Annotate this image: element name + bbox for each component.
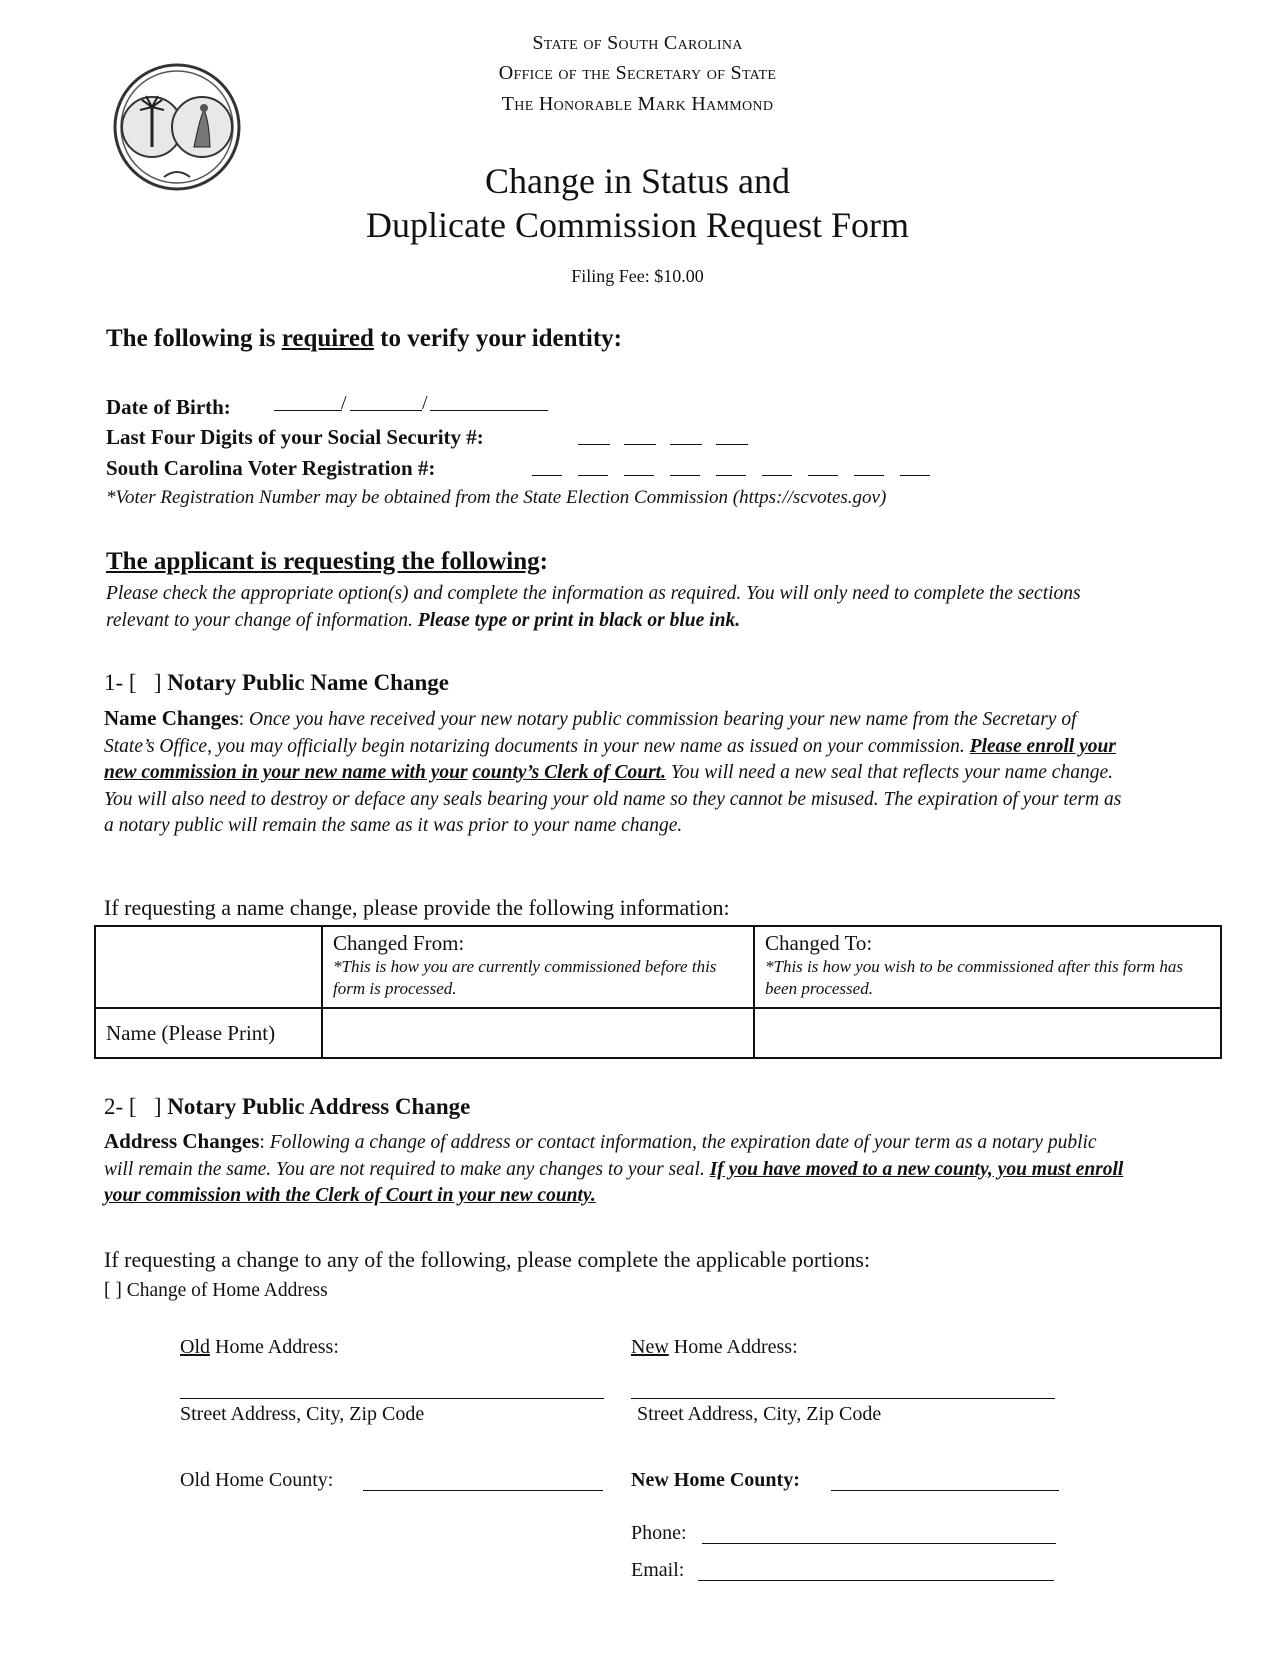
phone-label: Phone: [631, 1522, 687, 1544]
header-office: Office of the Secretary of State [498, 62, 777, 84]
voter-field[interactable] [532, 459, 932, 481]
phone-input[interactable] [702, 1543, 1056, 1544]
request-heading: The applicant is requesting the following: [106, 548, 548, 575]
header-secretary: The Honorable Mark Hammond [501, 93, 774, 115]
address-intro: If requesting a change to any of the following, please complete the applicable portions: [104, 1247, 871, 1272]
old-address-caption: Street Address, City, Zip Code [180, 1403, 425, 1425]
new-address-input[interactable] [631, 1398, 1055, 1399]
old-county-label: Old Home County: [180, 1469, 334, 1491]
old-address-label: Old Home Address: [180, 1336, 339, 1358]
dob-field[interactable]: / / [274, 394, 554, 418]
new-county-input[interactable] [831, 1490, 1059, 1491]
email-label: Email: [631, 1559, 685, 1581]
form-title-line2: Duplicate Commission Request Form [366, 205, 909, 245]
section2-heading: 2- [ ] Notary Public Address Change [104, 1094, 471, 1119]
section1-heading: 1- [ ] Notary Public Name Change [104, 670, 449, 695]
voter-note: *Voter Registration Number may be obtained from the State Election Commission (https://scvotes.gov) [106, 487, 887, 508]
dob-label: Date of Birth: [106, 395, 231, 419]
new-county-label: New Home County: [631, 1469, 800, 1491]
section2-description: Address Changes: Following a change of address or contact information, the expiration date of your term as a notary public will remain the same. You are not required to make any changes to your seal. If you have moved to a new county, you must enroll your commission with the Clerk of Court in your new county. [104, 1129, 1124, 1206]
table-corner-cell [95, 926, 322, 1008]
name-change-checkbox[interactable]: [ ] [128, 670, 162, 695]
new-address-label: New Home Address: [631, 1336, 798, 1358]
old-county-input[interactable] [363, 1490, 603, 1491]
dob-row [106, 395, 231, 420]
voter-label: South Carolina Voter Registration #: [106, 456, 436, 480]
home-address-checkbox[interactable]: [ ] Change of Home Address [104, 1280, 328, 1301]
changed-to-header: Changed To: *This is how you wish to be commissioned after this form has been processed. [754, 926, 1221, 1008]
ssn-field[interactable] [578, 428, 758, 450]
name-table-intro: If requesting a name change, please provide the following information: [104, 895, 730, 920]
email-input[interactable] [698, 1580, 1054, 1581]
address-change-checkbox[interactable]: [ ] [128, 1094, 162, 1119]
filing-fee: Filing Fee: $10.00 [571, 266, 704, 286]
name-change-table [94, 925, 1222, 1059]
request-instructions: Please check the appropriate option(s) and complete the information as required. You will only need to complete the sections relevant to your change of information. Please type or print in black or blue ink. [106, 583, 1081, 631]
new-address-caption: Street Address, City, Zip Code [637, 1403, 882, 1425]
name-to-input[interactable] [754, 1008, 1221, 1058]
old-address-input[interactable] [180, 1398, 604, 1399]
changed-from-header: Changed From: *This is how you are currently commissioned before this form is processed. [322, 926, 754, 1008]
form-title-line1: Change in Status and [485, 161, 790, 201]
name-row-label: Name (Please Print) [95, 1008, 322, 1058]
ssn-label: Last Four Digits of your Social Security #: [106, 425, 484, 449]
header-state: State of South Carolina [532, 32, 743, 54]
name-from-input[interactable] [322, 1008, 754, 1058]
identity-heading: The following is required to verify your identity: [106, 325, 622, 352]
section1-description: Name Changes: Once you have received your new notary public commission bearing your new name from the Secretary of State’s Office, you may officially begin notarizing documents in your new name as issued on your commission. Please enroll your new commission in your new name with your county’s Clerk of Court. You will need a new seal that reflects your name change. You will also need to destroy or deface any seals bearing your old name so they cannot be misused. The expiration of your term as a notary public will remain the same as it was prior to your name change. [104, 706, 1122, 836]
